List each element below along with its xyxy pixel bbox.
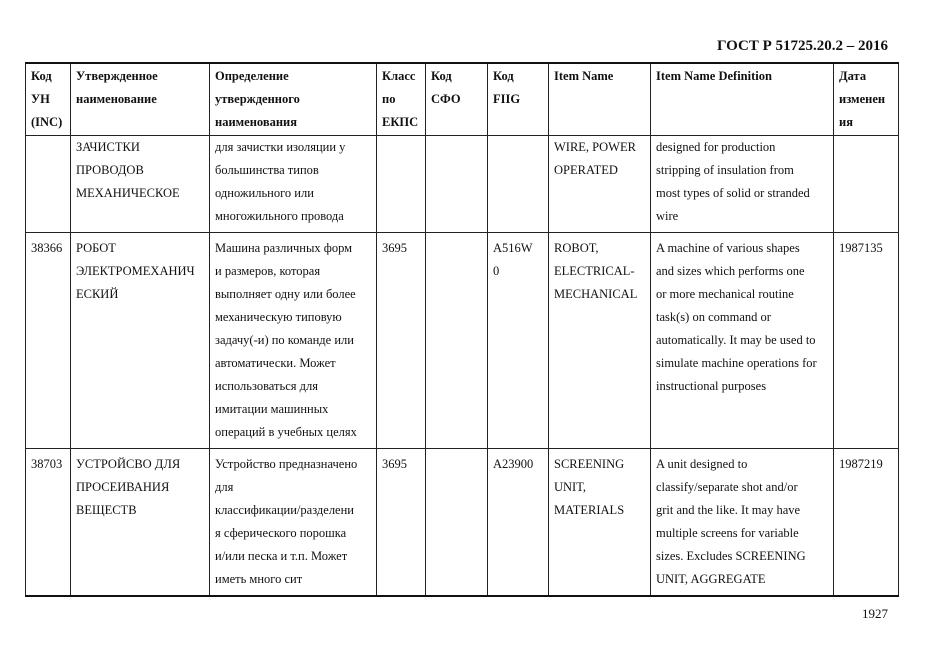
cell-sfo	[426, 136, 488, 233]
cell-class	[377, 449, 426, 597]
cell-inc	[26, 136, 71, 233]
cell-line: Устройство предназначено	[215, 457, 358, 471]
cell-item-def	[651, 449, 834, 597]
cell-name	[71, 136, 210, 233]
cell-line: designed for production	[656, 140, 776, 154]
cell-line: 3695	[382, 457, 407, 471]
cell-item-name	[549, 449, 651, 597]
cell-fiig	[488, 233, 549, 449]
cell-name	[71, 233, 210, 449]
cell-line: по	[382, 92, 396, 106]
cell-line: MATERIALS	[554, 503, 625, 517]
header-sfo	[426, 63, 488, 136]
cell-line: ROBOT,	[554, 241, 599, 255]
cell-line: Класс	[382, 69, 416, 83]
cell-line: Утвержденное	[76, 69, 158, 83]
cell-line: UNIT,	[554, 480, 587, 494]
cell-line: Машина различных форм	[215, 241, 353, 255]
table-header-row	[26, 63, 899, 136]
cell-line: automatically. It may be used to	[656, 333, 816, 347]
cell-line: выполняет одну или более	[215, 287, 356, 301]
cell-line: Код	[431, 69, 452, 83]
cell-line: A unit designed to	[656, 457, 748, 471]
cell-inc	[26, 233, 71, 449]
cell-line: Item Name	[554, 69, 614, 83]
cell-line: и размеров, которая	[215, 264, 321, 278]
cell-line: multiple screens for variable	[656, 526, 799, 540]
cell-line: or more mechanical routine	[656, 287, 794, 301]
cell-line: использоваться для	[215, 379, 318, 393]
cell-fiig	[488, 136, 549, 233]
cell-class	[377, 136, 426, 233]
cell-definition	[210, 136, 377, 233]
cell-line: РОБОТ	[76, 241, 116, 255]
cell-line: simulate machine operations for	[656, 356, 817, 370]
cell-line: grit and the like. It may have	[656, 503, 801, 517]
page-number: 1927	[862, 606, 888, 621]
cell-line: most types of solid or stranded	[656, 186, 810, 200]
document-header: ГОСТ Р 51725.20.2 – 2016	[716, 38, 888, 54]
header-class	[377, 63, 426, 136]
cell-class	[377, 233, 426, 449]
cell-line: Item Name Definition	[656, 69, 772, 83]
table-row	[26, 449, 899, 597]
cell-line: операций в учебных целях	[215, 425, 357, 439]
cell-line: 38366	[31, 241, 63, 255]
cell-line: одножильного или	[215, 186, 314, 200]
cell-line: (INC)	[31, 115, 63, 129]
cell-line: изменен	[839, 92, 886, 106]
cell-line: классификации/разделени	[215, 503, 354, 517]
cell-line: ПРОВОДОВ	[76, 163, 144, 177]
cell-line: иметь много сит	[215, 572, 303, 586]
cell-line: ия	[839, 115, 853, 129]
table-row	[26, 136, 899, 233]
cell-line: для зачистки изоляции у	[215, 140, 346, 154]
cell-definition	[210, 449, 377, 597]
cell-definition	[210, 233, 377, 449]
cell-line: FIIG	[493, 92, 521, 106]
cell-line: я сферического порошка	[215, 526, 347, 540]
cell-inc	[26, 449, 71, 597]
header-date	[834, 63, 899, 136]
cell-line: instructional purposes	[656, 379, 767, 393]
header-definition	[210, 63, 377, 136]
cell-line: УСТРОЙСВО ДЛЯ	[76, 457, 181, 471]
cell-item-name	[549, 233, 651, 449]
cell-line: Определение	[215, 69, 289, 83]
cell-line: ВЕЩЕСТВ	[76, 503, 137, 517]
cell-line: большинства типов	[215, 163, 319, 177]
cell-line: WIRE, POWER	[554, 140, 636, 154]
cell-line: task(s) on command or	[656, 310, 771, 324]
cell-line: УН	[31, 92, 50, 106]
cell-line: Код	[31, 69, 52, 83]
cell-line: ELECTRICAL-	[554, 264, 635, 278]
cell-line: и/или песка и т.п. Может	[215, 549, 348, 563]
cell-line: утвержденного	[215, 92, 300, 106]
cell-line: СФО	[431, 92, 461, 106]
cell-date	[834, 136, 899, 233]
cell-line: 3695	[382, 241, 407, 255]
cell-line: наименования	[215, 115, 298, 129]
cell-line: ЕКПС	[382, 115, 419, 129]
cell-item-def	[651, 233, 834, 449]
catalog-table	[25, 62, 899, 597]
cell-date	[834, 449, 899, 597]
cell-line: многожильного провода	[215, 209, 344, 223]
cell-fiig	[488, 449, 549, 597]
cell-line: SCREENING	[554, 457, 625, 471]
cell-line: 38703	[31, 457, 63, 471]
cell-line: автоматически. Может	[215, 356, 336, 370]
header-inc	[26, 63, 71, 136]
cell-line: имитации машинных	[215, 402, 329, 416]
cell-line: UNIT, AGGREGATE	[656, 572, 766, 586]
cell-date	[834, 233, 899, 449]
cell-line: wire	[656, 209, 679, 223]
cell-line: Дата	[839, 69, 867, 83]
cell-line: механическую типовую	[215, 310, 342, 324]
cell-line: and sizes which performs one	[656, 264, 805, 278]
header-item-name	[549, 63, 651, 136]
cell-line: A516W	[493, 241, 533, 255]
cell-line: задачу(-и) по команде или	[215, 333, 354, 347]
cell-line: ПРОСЕИВАНИЯ	[76, 480, 170, 494]
header-fiig	[488, 63, 549, 136]
cell-line: A23900	[493, 457, 534, 471]
cell-sfo	[426, 233, 488, 449]
cell-line: MECHANICAL	[554, 287, 638, 301]
cell-line: МЕХАНИЧЕСКОЕ	[76, 186, 180, 200]
table-row	[26, 233, 899, 449]
cell-line: classify/separate shot and/or	[656, 480, 798, 494]
cell-line: A machine of various shapes	[656, 241, 800, 255]
cell-line: ЕСКИЙ	[76, 287, 119, 301]
cell-item-name	[549, 136, 651, 233]
cell-item-def	[651, 136, 834, 233]
cell-line: Код	[493, 69, 514, 83]
cell-line: для	[215, 480, 234, 494]
cell-line: OPERATED	[554, 163, 618, 177]
cell-line: 1987219	[839, 457, 883, 471]
header-item-def	[651, 63, 834, 136]
cell-line: stripping of insulation from	[656, 163, 794, 177]
cell-line: ЭЛЕКТРОМЕХАНИЧ	[76, 264, 195, 278]
cell-line: наименование	[76, 92, 157, 106]
cell-sfo	[426, 449, 488, 597]
cell-line: ЗАЧИСТКИ	[76, 140, 140, 154]
cell-line: 1987135	[839, 241, 883, 255]
header-name	[71, 63, 210, 136]
cell-line: 0	[493, 264, 500, 278]
cell-name	[71, 449, 210, 597]
cell-line: sizes. Excludes SCREENING	[656, 549, 806, 563]
